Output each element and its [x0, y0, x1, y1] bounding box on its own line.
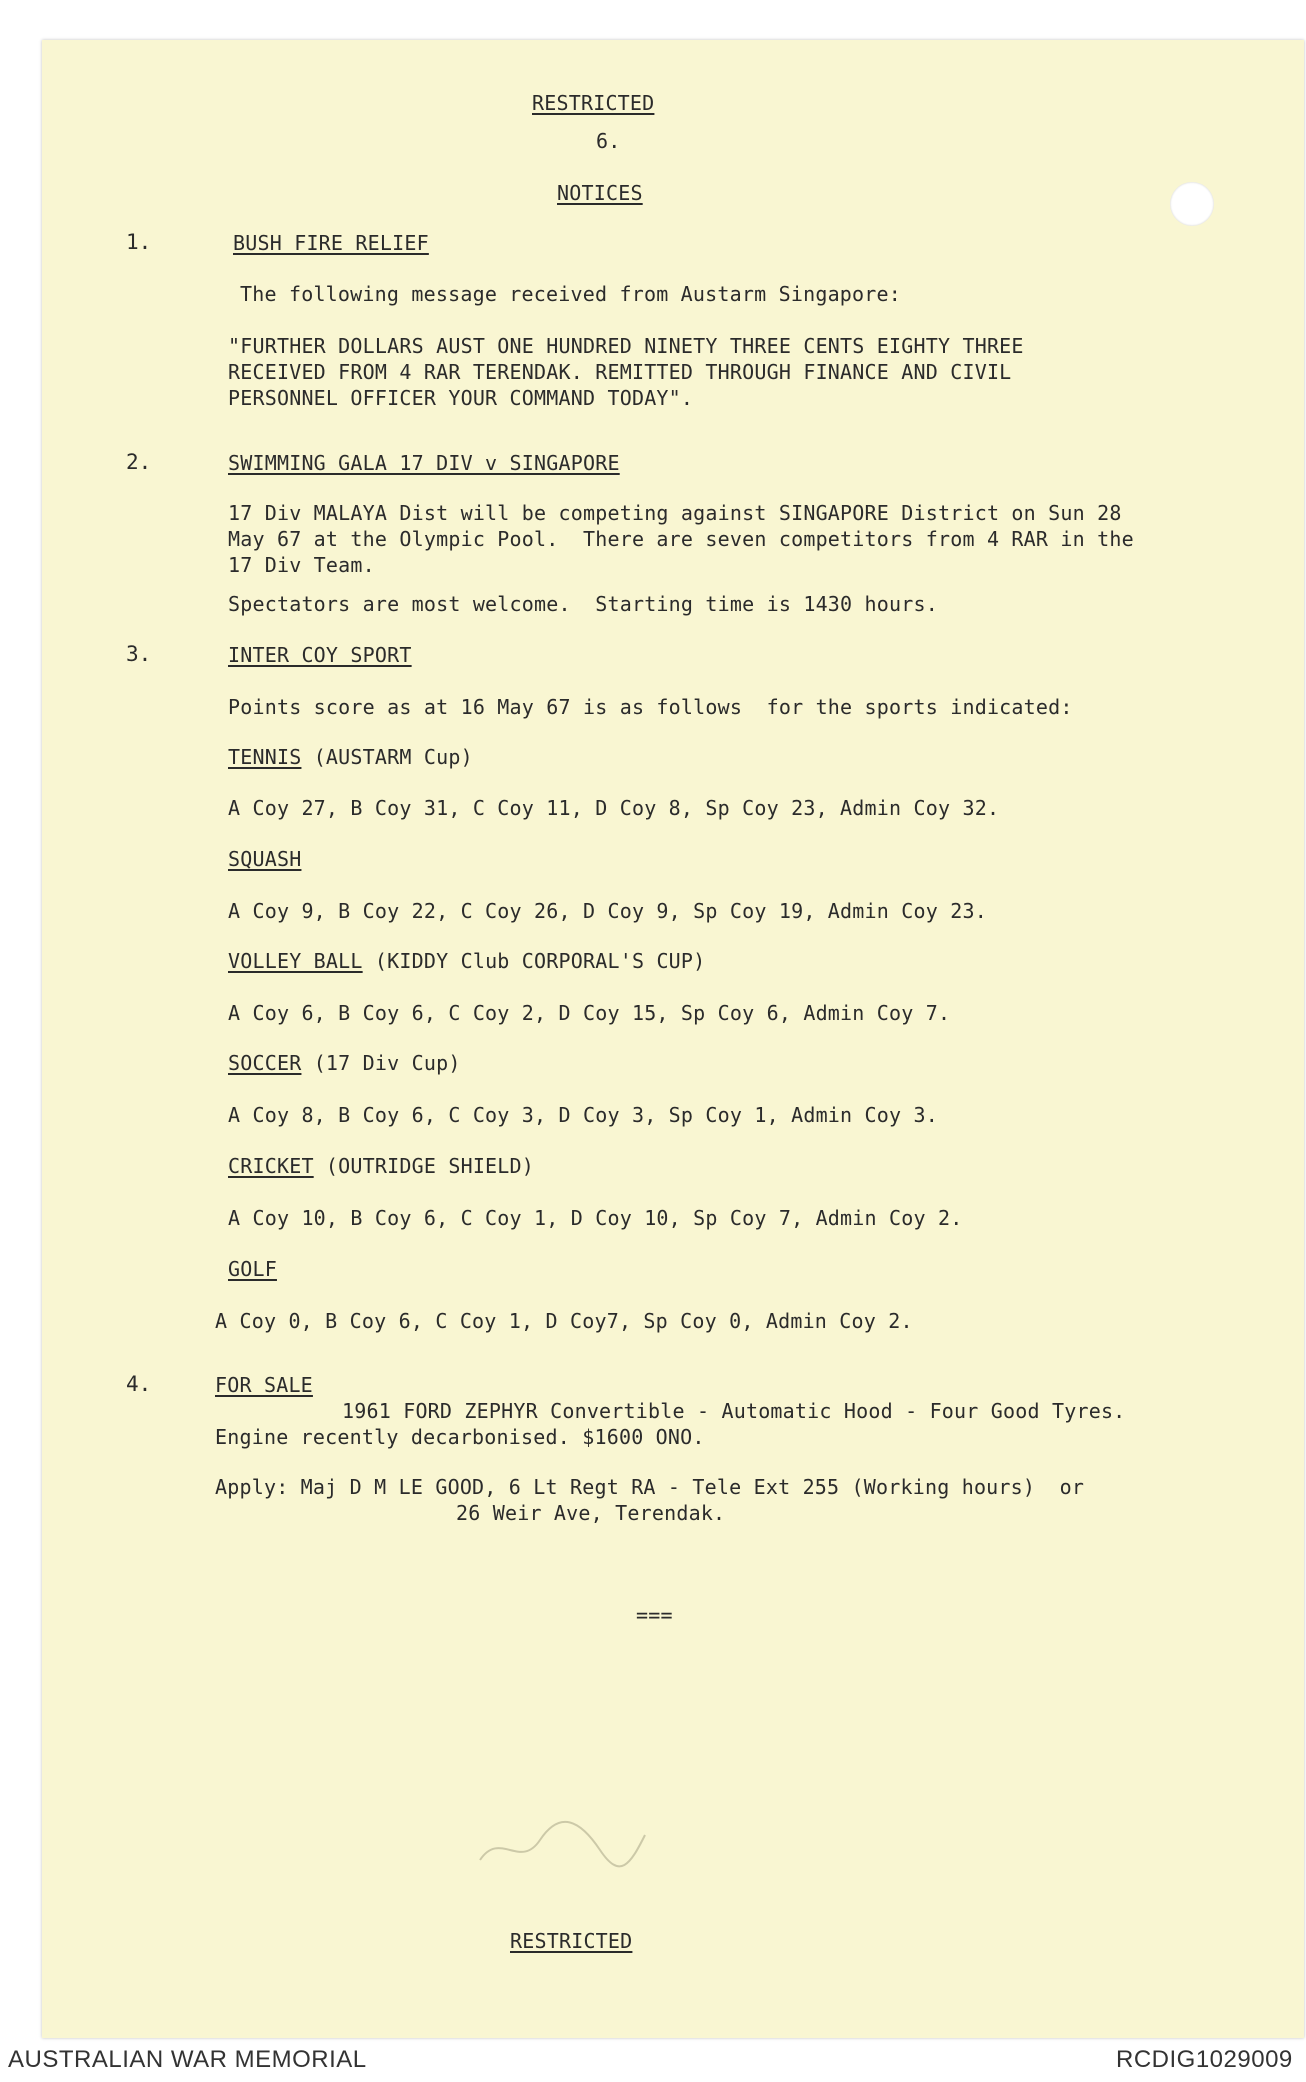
section-heading: FOR SALE: [215, 1373, 313, 1397]
sport-heading: SOCCER (17 Div Cup): [228, 1051, 461, 1075]
body-line: Apply: Maj D M LE GOOD, 6 Lt Regt RA - Tele Ext 255 (Working hours) or: [215, 1475, 1085, 1499]
section-heading: INTER COY SPORT: [228, 643, 412, 667]
body-line: The following message received from Austarm Singapore:: [240, 282, 902, 306]
sport-heading: CRICKET (OUTRIDGE SHIELD): [228, 1154, 535, 1178]
section-heading: BUSH FIRE RELIEF: [233, 231, 429, 255]
sport-scores: A Coy 0, B Coy 6, C Coy 1, D Coy7, Sp Coy 0, Admin Coy 2.: [215, 1309, 913, 1333]
sport-heading: GOLF: [228, 1257, 277, 1281]
body-line: 26 Weir Ave, Terendak.: [456, 1501, 726, 1525]
body-line: Spectators are most welcome. Starting time is 1430 hours.: [228, 592, 938, 616]
sport-heading: VOLLEY BALL (KIDDY Club CORPORAL'S CUP): [228, 949, 706, 973]
section-heading: SWIMMING GALA 17 DIV v SINGAPORE: [228, 451, 620, 475]
sport-heading: TENNIS (AUSTARM Cup): [228, 745, 473, 769]
body-line: Engine recently decarbonised. $1600 ONO.: [215, 1425, 705, 1449]
end-mark: ===: [636, 1603, 673, 1627]
body-line: 1961 FORD ZEPHYR Convertible - Automatic Hood - Four Good Tyres.: [342, 1399, 1126, 1423]
body-line: PERSONNEL OFFICER YOUR COMMAND TODAY".: [228, 386, 694, 410]
body-line: 17 Div Team.: [228, 553, 375, 577]
sport-scores: A Coy 6, B Coy 6, C Coy 2, D Coy 15, Sp Coy 6, Admin Coy 7.: [228, 1001, 951, 1025]
section-number: 2.: [126, 450, 152, 474]
faint-signature: [470, 1810, 650, 1880]
archive-id: RCDIG1029009: [1116, 2046, 1293, 2073]
sport-scores: A Coy 9, B Coy 22, C Coy 26, D Coy 9, Sp Coy 19, Admin Coy 23.: [228, 899, 987, 923]
section-number: 4.: [126, 1372, 152, 1396]
section-number: 3.: [126, 642, 152, 666]
punch-hole: [1170, 182, 1214, 226]
section-number: 1.: [126, 230, 152, 254]
body-line: Points score as at 16 May 67 is as follows for the sports indicated:: [228, 695, 1073, 719]
sport-scores: A Coy 10, B Coy 6, C Coy 1, D Coy 10, Sp Coy 7, Admin Coy 2.: [228, 1206, 963, 1230]
classification-footer: RESTRICTED: [510, 1929, 633, 1953]
archive-label: AUSTRALIAN WAR MEMORIAL: [8, 2046, 367, 2073]
body-line: "FURTHER DOLLARS AUST ONE HUNDRED NINETY THREE CENTS EIGHTY THREE: [228, 334, 1024, 358]
body-line: RECEIVED FROM 4 RAR TERENDAK. REMITTED THROUGH FINANCE AND CIVIL: [228, 360, 1012, 384]
page-number: 6.: [596, 129, 621, 153]
sport-scores: A Coy 8, B Coy 6, C Coy 3, D Coy 3, Sp Coy 1, Admin Coy 3.: [228, 1103, 938, 1127]
body-line: 17 Div MALAYA Dist will be competing against SINGAPORE District on Sun 28: [228, 501, 1122, 525]
body-line: May 67 at the Olympic Pool. There are seven competitors from 4 RAR in the: [228, 527, 1134, 551]
classification-header: RESTRICTED: [532, 91, 655, 115]
page-title: NOTICES: [557, 181, 643, 205]
sport-scores: A Coy 27, B Coy 31, C Coy 11, D Coy 8, Sp Coy 23, Admin Coy 32.: [228, 796, 1000, 820]
sport-heading: SQUASH: [228, 847, 302, 871]
